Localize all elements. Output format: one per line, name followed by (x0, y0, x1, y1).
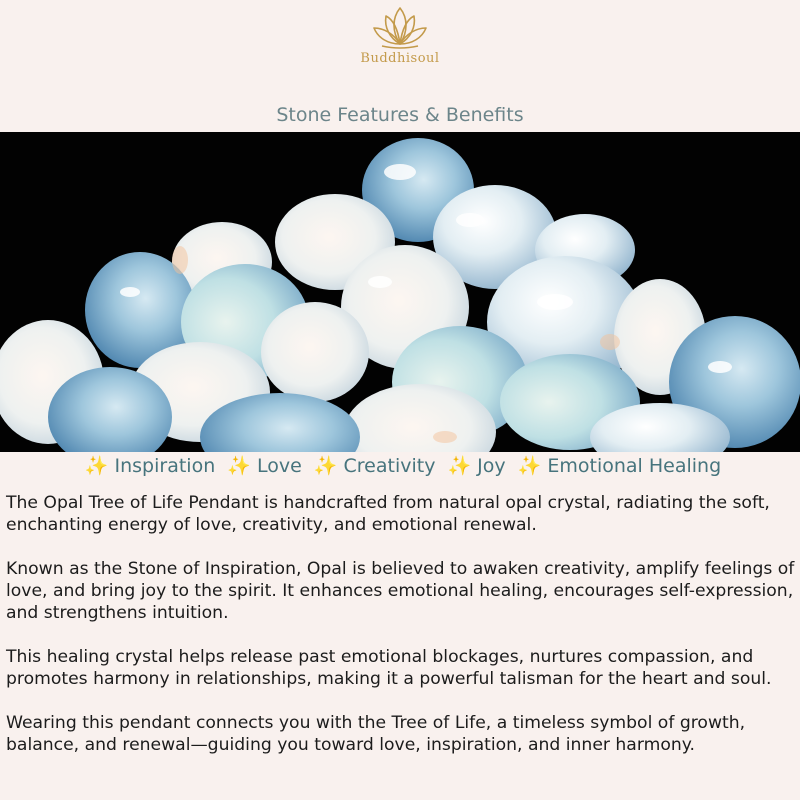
description-body (6, 492, 798, 778)
sparkles-icon: ✨ (84, 455, 109, 477)
brand-name: Buddhisoul (360, 51, 440, 66)
description-paragraph: The Opal Tree of Life Pendant is handcrafted from natural opal crystal, radiating the soft, enchanting energy of love, creativity, and emotional renewal. (6, 493, 770, 535)
sparkles-icon: ✨ (517, 455, 542, 477)
benefit-item: Inspiration (114, 455, 216, 477)
benefit-item: Emotional Healing (547, 455, 722, 477)
description-paragraph: This healing crystal helps release past emotional blockages, nurtures compassion, and promotes harmony in relationships, making it a powerful talisman for the heart and soul. (6, 647, 772, 689)
sparkles-icon: ✨ (313, 455, 338, 477)
benefit-item: Creativity (343, 455, 436, 477)
benefit-item: Love (256, 455, 302, 477)
benefit-item: Joy (477, 455, 506, 477)
sparkles-icon: ✨ (227, 455, 251, 477)
opal-stones-photo (0, 132, 800, 452)
description-paragraph: Wearing this pendant connects you with the Tree of Life, a timeless symbol of growth, balance, and renewal—guiding you toward love, inspiration, and inner harmony. (6, 713, 746, 755)
section-title: Stone Features & Benefits (276, 104, 524, 126)
lotus-icon (368, 4, 432, 50)
sparkles-icon: ✨ (447, 455, 472, 477)
benefits-line (0, 454, 800, 477)
description-paragraph: Known as the Stone of Inspiration, Opal is believed to awaken creativity, amplify feelings of love, and bring joy to the spirit. It enhances emotional healing, encourages self-expression, and strengthens intuition. (6, 559, 795, 623)
brand-logo (0, 4, 800, 66)
